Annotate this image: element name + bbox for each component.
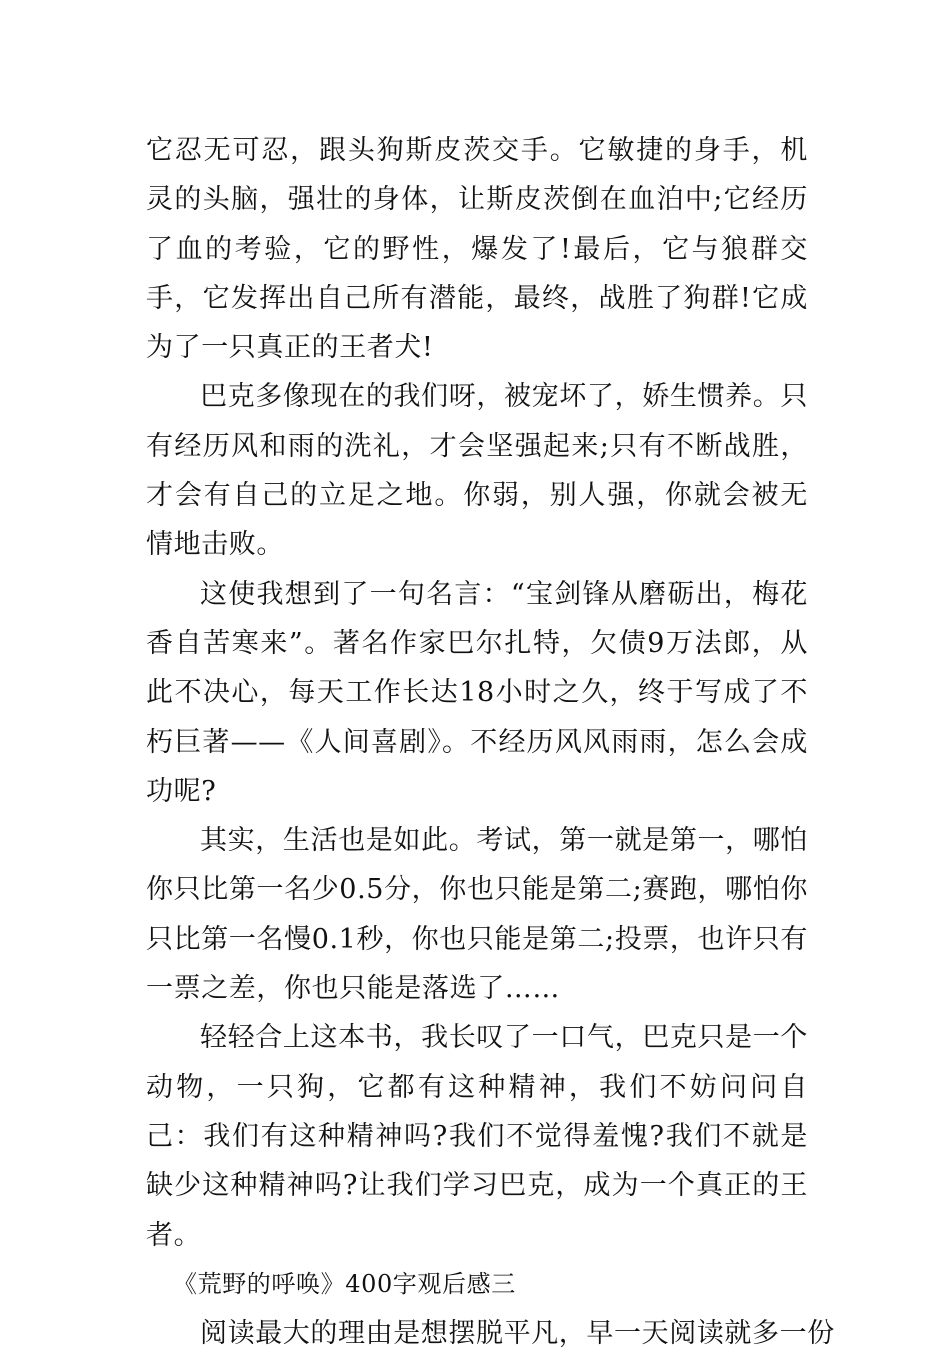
- paragraph-continuation: 它忍无可忍，跟头狗斯皮茨交手。它敏捷的身手，机灵的头脑，强壮的身体，让斯皮茨倒在血泊中;它经历了血的考验，它的野性，爆发了!最后，它与狼群交手，它发挥出自己所有潜能，最终，战胜了狗群!它成为了一只真正的王者犬!: [146, 135, 808, 364]
- section-heading: 《荒野的呼唤》400字观后感三: [173, 1269, 516, 1298]
- paragraph: 这使我想到了一句名言：“宝剑锋从磨砺出，梅花香自苦寒来”。著名作家巴尔扎特，欠债9万法郎，从此不决心，每天工作长达18小时之久，终于写成了不朽巨著——《人间喜剧》。不经历风风雨雨，怎么会成功呢?: [146, 578, 808, 807]
- document-body: [146, 126, 835, 1358]
- paragraph: 其实，生活也是如此。考试，第一就是第一，哪怕你只比第一名少0.5分，你也只能是第二;赛跑，哪怕你只比第一名慢0.1秒，你也只能是第二;投票，也许只有一票之差，你也只能是落选了……: [146, 825, 808, 1005]
- paragraph: 巴克多像现在的我们呀，被宠坏了，娇生惯养。只有经历风和雨的洗礼，才会坚强起来;只有不断战胜，才会有自己的立足之地。你弱，别人强，你就会被无情地击败。: [146, 381, 808, 561]
- paragraph: 轻轻合上这本书，我长叹了一口气，巴克只是一个动物，一只狗，它都有这种精神，我们不妨问问自己：我们有这种精神吗?我们不觉得羞愧?我们不就是缺少这种精神吗?让我们学习巴克，成为一个真正的王者。: [146, 1022, 808, 1251]
- paragraph-start: 阅读最大的理由是想摆脱平凡，早一天阅读就多一份: [200, 1318, 835, 1350]
